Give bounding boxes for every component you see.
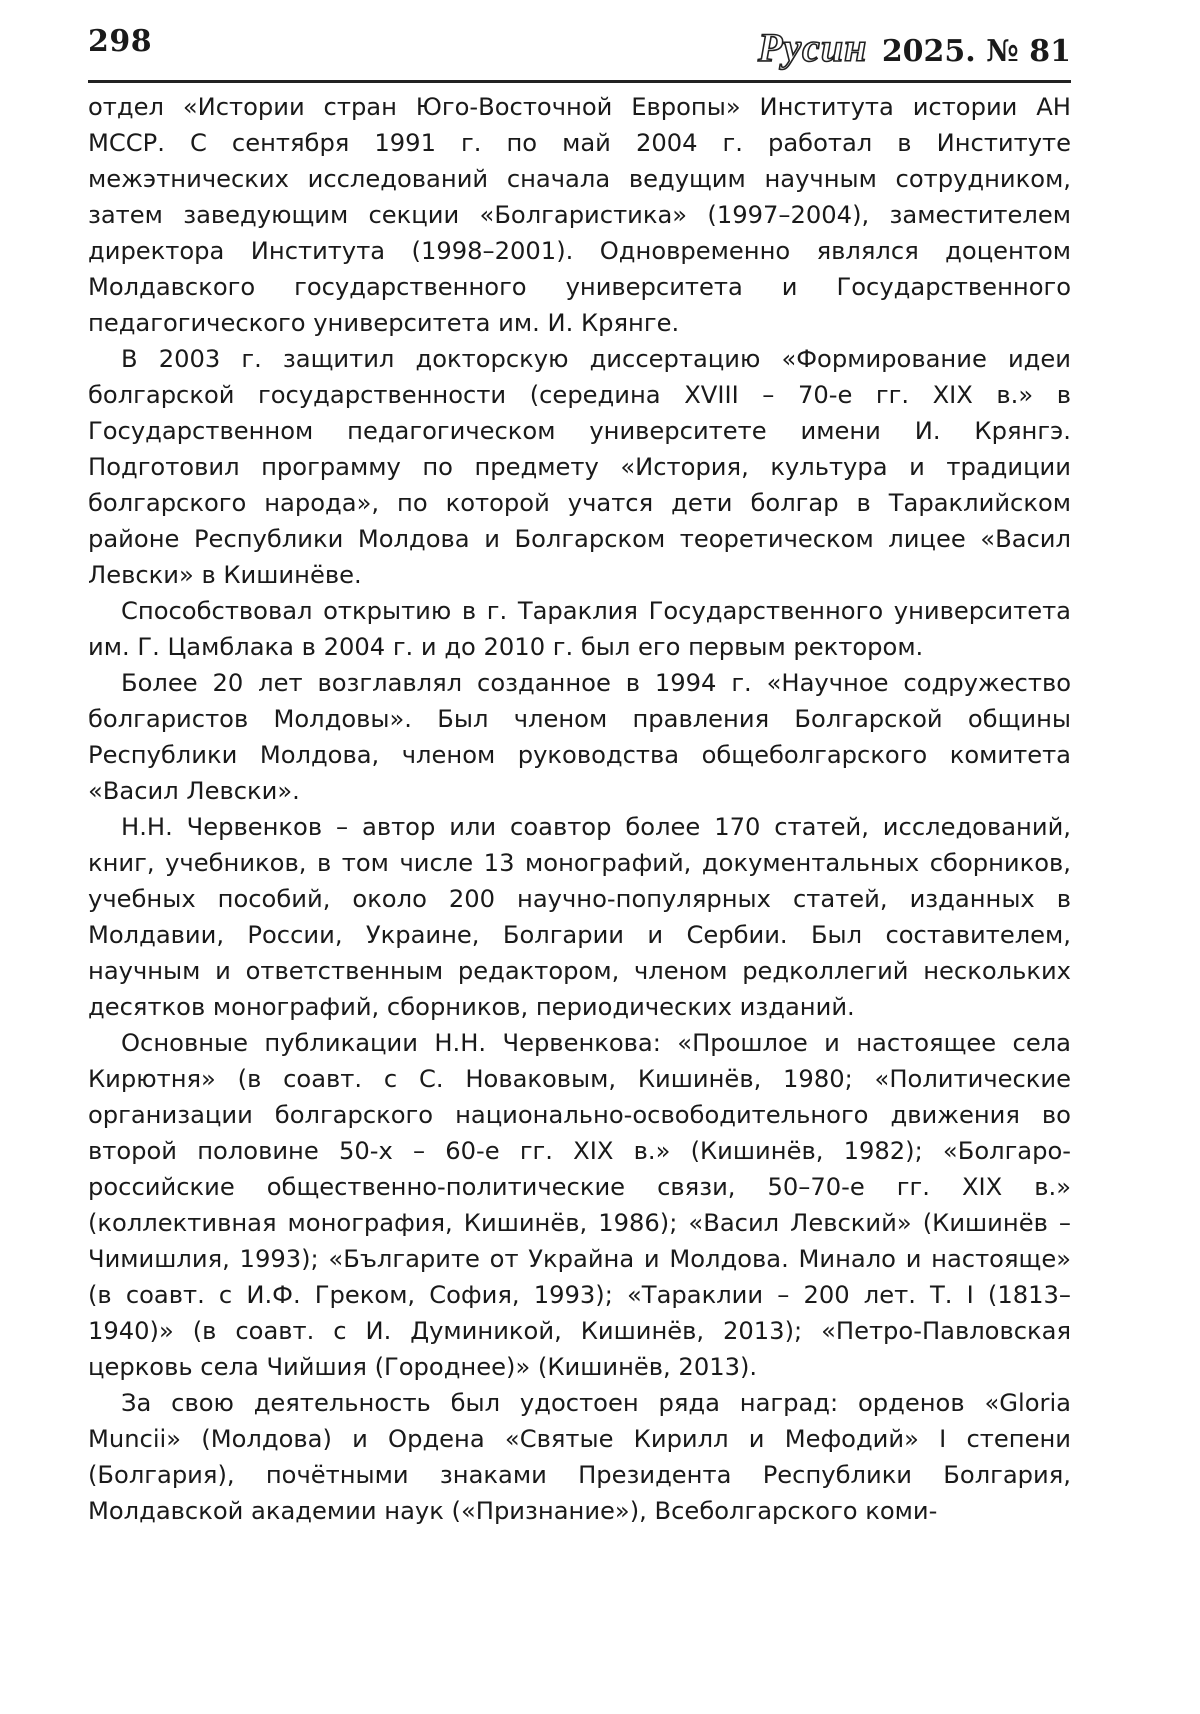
- paragraph: За свою деятельность был удостоен ряда наград: орденов «Gloria Muncii» (Молдова) и Ордена «Святые Кирилл и Мефодий» I степени (Болгария), почётными знаками Президента Республики Болгария, Молдавской академии наук («Признание»), Всеболгарского коми-: [88, 1389, 1071, 1525]
- paragraph: Н.Н. Червенков – автор или соавтор более 170 статей, исследований, книг, учебников, в том числе 13 монографий, документальных сборников, учебных пособий, около 200 научно-популярных статей, изданных в Молдавии, России, Украине, Болгарии и Сербии. Был составителем, научным и ответственным редактором, членом редколлегий нескольких десятков монографий, сборников, периодических изданий.: [88, 813, 1071, 1021]
- page-number: 298: [88, 24, 153, 59]
- page-header: [88, 0, 1071, 83]
- paragraph: В 2003 г. защитил докторскую диссертацию «Формирование идеи болгарской государственности (середина XVIII – 70-е гг. XIX в.» в Государственном педагогическом университете имени И. Крянгэ. Подготовил программу по предмету «История, культура и традиции болгарского народа», по которой учатся дети болгар в Тараклийском районе Республики Молдова и Болгарском теоретическом лицее «Васил Левски» в Кишинёве.: [88, 345, 1071, 589]
- paragraph: Основные публикации Н.Н. Червенкова: «Прошлое и настоящее села Кирютня» (в соавт. с С. Новаковым, Кишинёв, 1980; «Политические организации болгарского национально-освободительного движения во второй половине 50-х – 60-е гг. XIX в.» (Кишинёв, 1982); «Болгаро-российские общественно-политические связи, 50–70-е гг. XIX в.» (коллективная монография, Кишинёв, 1986); «Васил Левский» (Кишинёв – Чимишлия, 1993); «Българите от Украйна и Молдова. Минало и настояще» (в соавт. с И.Ф. Греком, София, 1993); «Тараклии – 200 лет. Т. I (1813–1940)» (в соавт. с И. Думиникой, Кишинёв, 2013); «Петро-Павловская церковь села Чийшия (Городнее)» (Кишинёв, 2013).: [88, 1029, 1071, 1381]
- article-body: [88, 89, 1071, 1529]
- paragraph: Более 20 лет возглавлял созданное в 1994 г. «Научное содружество болгаристов Молдовы». Был членом правления Болгарской общины Республики Молдова, членом руководства общеболгарского комитета «Васил Левски».: [88, 669, 1071, 805]
- page: [88, 0, 1071, 1529]
- running-head: [758, 24, 1071, 71]
- paragraph: отдел «Истории стран Юго-Восточной Европы» Института истории АН МССР. С сентября 1991 г. по май 2004 г. работал в Институте межэтнических исследований сначала ведущим научным сотрудником, затем заведующим секции «Болгаристика» (1997–2004), заместителем директора Института (1998–2001). Одновременно являлся доцентом Молдавского государственного университета и Государственного педагогического университета им. И. Крянге.: [88, 93, 1071, 337]
- issue-number: 2025. № 81: [881, 34, 1071, 69]
- journal-name: Русин: [757, 25, 868, 70]
- paragraph: Способствовал открытию в г. Тараклия Государственного университета им. Г. Цамблака в 2004 г. и до 2010 г. был его первым ректором.: [88, 597, 1071, 661]
